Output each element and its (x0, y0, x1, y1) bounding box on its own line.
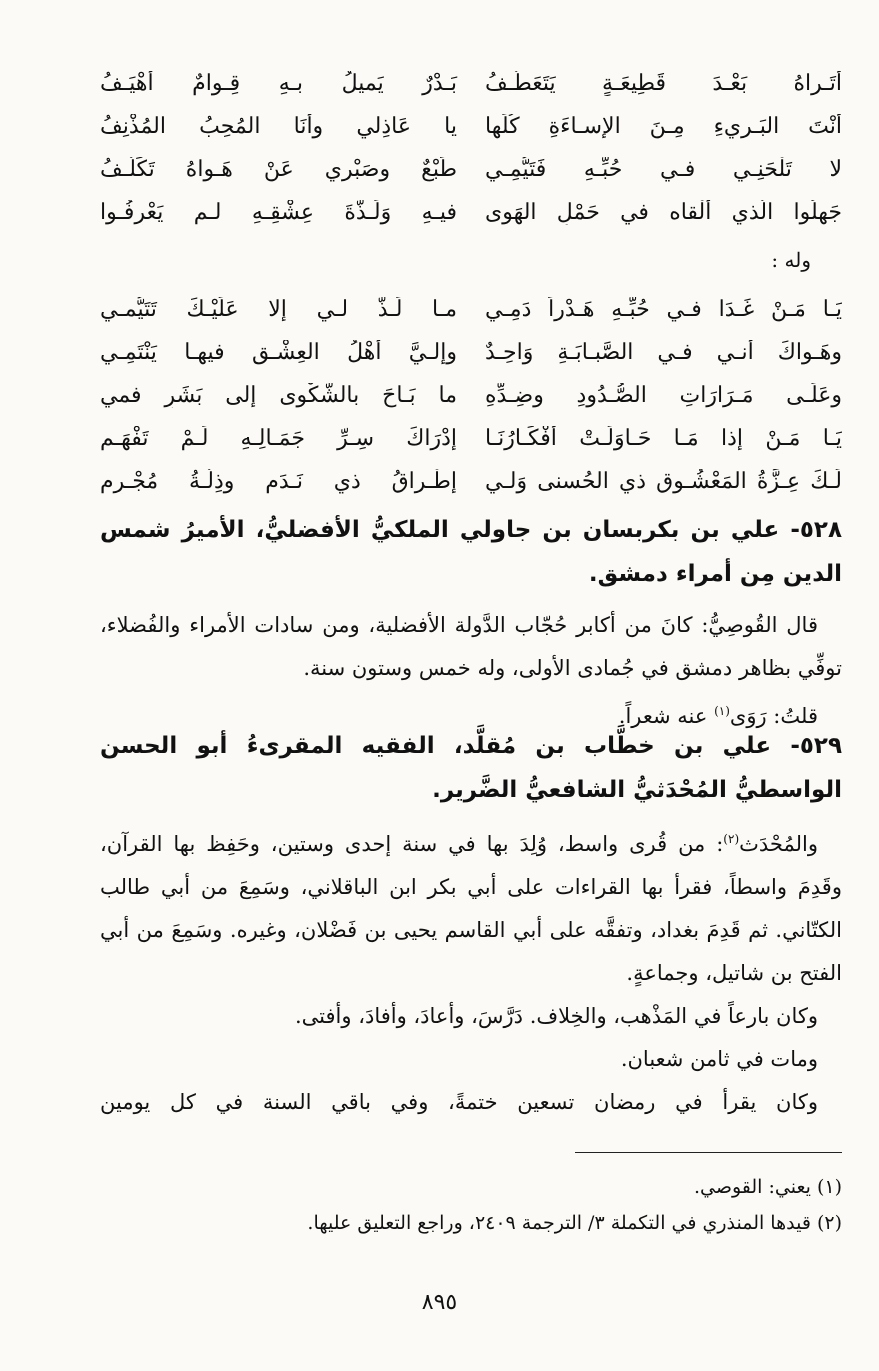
verse-second-hemistich: إدْرَاكَ سِـرِّ جَمَـالِـهِ لَـمْ تَفْهَـمِ (100, 426, 457, 451)
entry-paragraph (100, 818, 842, 995)
verse-second-hemistich: مـا لَـذَّ لـي إلا عَلَيْـكَ تَتَيُّمـي (100, 297, 457, 322)
page-number: ٨٩٥ (421, 1290, 458, 1315)
footnote: (١) يعني: القوصي. (693, 1176, 842, 1198)
verse-second-hemistich: إطْـراقُ ذي نَـدَمٍ وذِلَّـةُ مُجْـرِمِ (100, 469, 457, 494)
poem-intro: وله : (771, 248, 811, 272)
paragraph-text: عنه شعراً. (618, 704, 715, 728)
verse (100, 105, 842, 148)
verse-second-hemistich: فيـهِ وَلَـذَّةَ عِشْقِـهِ لـم يَعْرِفُـوا (100, 200, 457, 225)
entry-528 (100, 508, 842, 738)
footnote-ref: (١) (714, 704, 730, 718)
paragraph-text: قلتُ: رَوَى (729, 704, 818, 728)
poem-block-1 (100, 62, 842, 234)
verse (100, 62, 842, 105)
verse (100, 191, 842, 234)
verse-second-hemistich: وإلـيَّ أهْلُ العِشْـقِ فيهـا يَنْتَمِـي (100, 340, 457, 365)
verse-first-hemistich: يَـا مَـنْ غَـدَا فـي حُبِّـهِ هَـدْراً دَمِـي (485, 297, 842, 322)
verse-first-hemistich: يَـا مَـنْ إذا مَـا حَـاوَلَـتْ أفْكَـارُنَـا (485, 426, 842, 451)
verse (100, 460, 842, 503)
verse-second-hemistich: طَبْعٌ وصَبْري عَنْ هَـواهُ تَكَلُّـفُ (100, 157, 457, 182)
entry-heading: ٥٢٩- علي بن خطَّاب بن مُقلَّد، الفقيه المقرىءُ أبو الحسن الواسطيُّ المُحْدَثيُّ الشافعيُّ الضَّرير. (100, 733, 842, 803)
verse-first-hemistich: أَتَـراهُ بَعْـدَ قَطِيعَـةٍ يَتَعَطَّـفُ (485, 71, 842, 96)
verse-first-hemistich: وهَـواكَ أنـي فـي الصَّبـابَـةِ وَاحِـدٌ (485, 340, 842, 365)
footnote-divider (575, 1152, 842, 1153)
verse-second-hemistich: ما بَـاحَ بالشَّكْوى إلى بَشَرٍ فمي (100, 383, 457, 408)
footnote: (٢) قيدها المنذري في التكملة ٣/ الترجمة ٢٤٠٩، وراجع التعليق عليها. (307, 1212, 842, 1234)
verse (100, 374, 842, 417)
verse (100, 148, 842, 191)
verse-first-hemistich: لَـكَ عِـزَّةُ المَعْشُـوقِ ذي الحُسنى وَلـي (485, 469, 842, 494)
verse-second-hemistich: بَـدْرٌ يَميلُ بـهِ قِـوامٌ أهْيَـفُ (100, 71, 457, 96)
poem-block-2 (100, 288, 842, 503)
entry-529 (100, 724, 842, 1124)
verse-first-hemistich: أنْتَ البَـريءِ مِـنَ الإسـاءَةِ كُلِّها (485, 114, 842, 139)
verse-first-hemistich: جَهِلُوا الّذي ألْقاه في حَمْلِ الهَوى (485, 200, 842, 225)
entry-paragraph: وكان يقرأ في رمضان تسعين ختمةً، وفي باقي السنة في كل يومين (100, 1090, 818, 1114)
verse (100, 331, 842, 374)
verse-second-hemistich: يا عَاذِلي وأنَا المُحِبُ المُذْنِفُ (100, 114, 457, 139)
verse-first-hemistich: وعَلَـى مَـرَارَاتِ الصُّـدُودِ وضِـدِّهِ (485, 383, 842, 408)
verse-first-hemistich: لا تَلْحَنِـي فـي حُبِّـهِ فَتَيُّمِـي (485, 157, 842, 182)
entry-paragraph: ومات في ثامن شعبان. (620, 1047, 818, 1071)
entry-heading: ٥٢٨- علي بن بكربسان بن جاولي الملكيُّ الأفضليُّ، الأميرُ شمس الدين مِن أمراء دمشق. (100, 517, 842, 587)
footnote-ref: (٢) (723, 832, 740, 846)
entry-paragraph: قال القُوصِيُّ: كانَ من أكابر حُجّاب الدَّولة الأفضلية، ومن سادات الأمراء والفُضلاء، توفِّي بظاهر دمشق في جُمادى الأولى، وله خمس وستون سنة. (100, 613, 842, 680)
paragraph-text: والمُحْدَث (739, 832, 818, 856)
entry-paragraph: وكان بارعاً في المَذْهب، والخِلاف. دَرَّسَ، وأعادَ، وأفادَ، وأفتى. (294, 1004, 818, 1028)
verse (100, 417, 842, 460)
verse (100, 288, 842, 331)
paragraph-text: : من قُرى واسط، وُلِدَ بها في سنة إحدى وستين، وحَفِظ بها القرآن، وقَدِمَ واسطاً، فقرأ بها القراءات على أبي بكر ابن الباقلاني، وسَمِعَ من أبي طالب الكتّاني. ثم قَدِمَ بغداد، وتفقَّه على أبي القاسم يحيى بن فَضْلان، وغيره. وسَمِعَ من أبي الفتح بن شاتيل، وجماعةٍ. (100, 832, 842, 985)
